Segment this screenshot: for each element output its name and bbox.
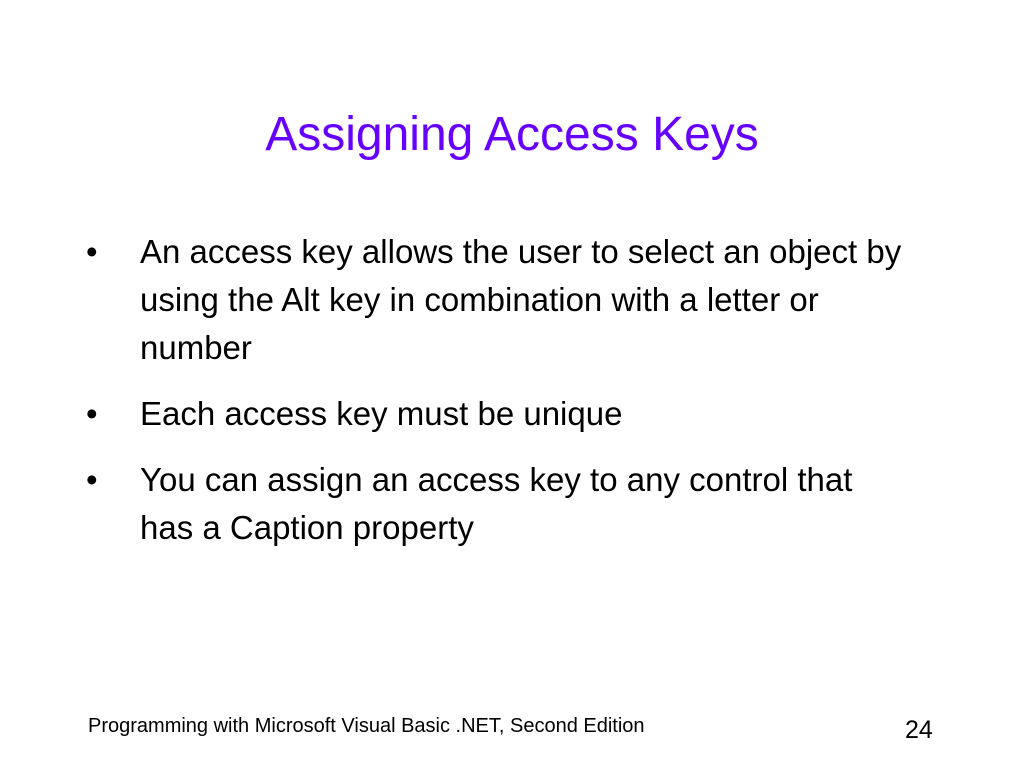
- bullet-icon: •: [86, 395, 98, 432]
- bullet-icon: •: [86, 461, 98, 498]
- bullet-text: You can assign an access key to any control that has a Caption property: [140, 461, 853, 546]
- bullet-item: [86, 456, 906, 552]
- bullet-item: [86, 390, 906, 438]
- page-number: 24: [905, 716, 933, 744]
- slide-title: Assigning Access Keys: [265, 108, 759, 161]
- bullet-item: [86, 228, 906, 372]
- bullet-text: Each access key must be unique: [140, 395, 623, 432]
- bullet-icon: •: [86, 233, 98, 270]
- slide-footer: Programming with Microsoft Visual Basic .NET, Second Edition: [88, 715, 645, 737]
- bullet-list: [86, 228, 906, 570]
- bullet-text: An access key allows the user to select an object by using the Alt key in combination with a letter or number: [140, 233, 902, 366]
